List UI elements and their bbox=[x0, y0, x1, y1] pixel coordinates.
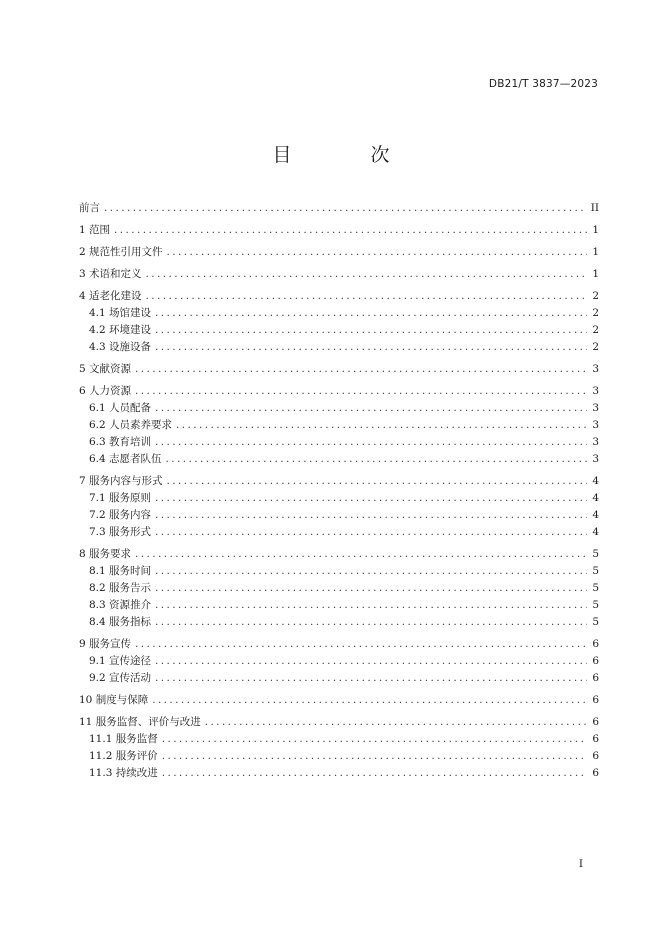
toc-entry-label: 8.2 服务告示 bbox=[89, 582, 152, 594]
toc-subentry[interactable] bbox=[79, 597, 599, 614]
toc-entry-page: 5 bbox=[592, 582, 599, 594]
toc-entry-page: 6 bbox=[592, 638, 599, 650]
toc-entry-label: 8.4 服务指标 bbox=[89, 616, 152, 628]
toc-entry-label: 11.3 持续改进 bbox=[89, 767, 158, 779]
toc-entry[interactable] bbox=[79, 383, 599, 400]
dot-leader bbox=[166, 451, 587, 468]
toc-entry-label: 9 服务宣传 bbox=[79, 638, 132, 650]
dot-leader bbox=[135, 383, 587, 400]
toc-entry-page: 5 bbox=[592, 616, 599, 628]
toc-entry-page: 5 bbox=[592, 599, 599, 611]
toc-entry-page: 6 bbox=[592, 694, 599, 706]
toc-entry-page: 4 bbox=[592, 509, 599, 521]
toc-entry-label: 8.1 服务时间 bbox=[89, 565, 152, 577]
dot-leader bbox=[152, 692, 587, 709]
toc-entry-label: 6.4 志愿者队伍 bbox=[89, 453, 162, 465]
toc-entry-label: 1 范围 bbox=[79, 224, 111, 236]
toc-entry-page: 5 bbox=[592, 565, 599, 577]
toc-subentry[interactable] bbox=[79, 451, 599, 468]
toc-entry[interactable] bbox=[79, 244, 599, 261]
document-code: DB21/T 3837—2023 bbox=[488, 78, 598, 90]
dot-leader bbox=[155, 507, 587, 524]
toc-entry-label: 4.1 场馆建设 bbox=[89, 307, 152, 319]
dot-leader bbox=[205, 714, 587, 731]
toc-entry-label: 2 规范性引用文件 bbox=[79, 246, 163, 258]
toc-entry-label: 11 服务监督、评价与改进 bbox=[79, 716, 201, 728]
dot-leader bbox=[162, 748, 587, 765]
toc-entry-label: 11.1 服务监督 bbox=[89, 733, 158, 745]
dot-leader bbox=[176, 417, 587, 434]
toc-entry-page: 2 bbox=[592, 307, 599, 319]
toc-entry-label: 8 服务要求 bbox=[79, 548, 132, 560]
toc-entry-page: 1 bbox=[592, 246, 599, 258]
dot-leader bbox=[135, 546, 587, 563]
dot-leader bbox=[135, 636, 587, 653]
page-number: I bbox=[578, 858, 583, 870]
dot-leader bbox=[155, 563, 587, 580]
toc-entry[interactable] bbox=[79, 288, 599, 305]
toc-entry-page: 6 bbox=[592, 750, 599, 762]
toc-subentry[interactable] bbox=[79, 417, 599, 434]
toc-entry-page: 6 bbox=[592, 733, 599, 745]
toc-entry-page: 4 bbox=[592, 526, 599, 538]
toc-entry[interactable] bbox=[79, 222, 599, 239]
toc-entry[interactable] bbox=[79, 714, 599, 731]
toc-entry-page: II bbox=[590, 202, 599, 214]
toc-entry-label: 前言 bbox=[79, 202, 100, 214]
toc-entry-label: 6 人力资源 bbox=[79, 385, 132, 397]
toc-entry-page: 2 bbox=[592, 324, 599, 336]
toc-subentry[interactable] bbox=[79, 765, 599, 782]
toc-entry-page: 5 bbox=[592, 548, 599, 560]
dot-leader bbox=[155, 305, 587, 322]
toc-entry-page: 3 bbox=[592, 453, 599, 465]
toc-entry-label: 3 术语和定义 bbox=[79, 268, 142, 280]
toc-entry-page: 4 bbox=[592, 475, 599, 487]
toc-entry-label: 7.2 服务内容 bbox=[89, 509, 152, 521]
toc-entry-label: 11.2 服务评价 bbox=[89, 750, 158, 762]
dot-leader bbox=[155, 614, 587, 631]
toc-entry-label: 4 适老化建设 bbox=[79, 290, 142, 302]
toc-subentry[interactable] bbox=[79, 580, 599, 597]
toc-entry-page: 6 bbox=[592, 655, 599, 667]
toc-subentry[interactable] bbox=[79, 339, 599, 356]
toc-entry-page: 1 bbox=[592, 224, 599, 236]
toc-entry[interactable] bbox=[79, 361, 599, 378]
toc-entry-label: 7 服务内容与形式 bbox=[79, 475, 163, 487]
dot-leader bbox=[155, 524, 587, 541]
toc-subentry[interactable] bbox=[79, 731, 599, 748]
dot-leader bbox=[155, 580, 587, 597]
dot-leader bbox=[162, 765, 587, 782]
toc-entry-page: 6 bbox=[592, 672, 599, 684]
toc-entry[interactable] bbox=[79, 636, 599, 653]
toc-entry-label: 7.3 服务形式 bbox=[89, 526, 152, 538]
toc-entry[interactable] bbox=[79, 200, 599, 217]
toc-entry-label: 4.2 环境建设 bbox=[89, 324, 152, 336]
toc-subentry[interactable] bbox=[79, 434, 599, 451]
toc-entry-page: 6 bbox=[592, 716, 599, 728]
toc-entry-page: 3 bbox=[592, 419, 599, 431]
toc-subentry[interactable] bbox=[79, 670, 599, 687]
dot-leader bbox=[114, 222, 587, 239]
toc-entry[interactable] bbox=[79, 266, 599, 283]
dot-leader bbox=[135, 361, 587, 378]
dot-leader bbox=[155, 400, 587, 417]
toc-entry-page: 2 bbox=[592, 341, 599, 353]
toc-entry-label: 6.2 人员素养要求 bbox=[89, 419, 173, 431]
toc-entry-label: 6.3 教育培训 bbox=[89, 436, 152, 448]
toc-subentry[interactable] bbox=[79, 563, 599, 580]
toc-subentry[interactable] bbox=[79, 400, 599, 417]
toc-subentry[interactable] bbox=[79, 524, 599, 541]
toc-entry-page: 3 bbox=[592, 363, 599, 375]
dot-leader bbox=[155, 339, 587, 356]
toc-entry-page: 6 bbox=[592, 767, 599, 779]
toc-entry-label: 6.1 人员配备 bbox=[89, 402, 152, 414]
dot-leader bbox=[162, 731, 587, 748]
toc-subentry[interactable] bbox=[79, 490, 599, 507]
dot-leader bbox=[104, 200, 587, 217]
toc-entry-page: 1 bbox=[592, 268, 599, 280]
toc-entry-label: 9.1 宣传途径 bbox=[89, 655, 152, 667]
toc-subentry[interactable] bbox=[79, 507, 599, 524]
toc-subentry[interactable] bbox=[79, 614, 599, 631]
toc-entry-page: 4 bbox=[592, 492, 599, 504]
toc-entry-label: 4.3 设施设备 bbox=[89, 341, 152, 353]
toc-entry-label: 8.3 资源推介 bbox=[89, 599, 152, 611]
toc-subentry[interactable] bbox=[79, 653, 599, 670]
dot-leader bbox=[167, 473, 587, 490]
toc-entry[interactable] bbox=[79, 473, 599, 490]
toc-entry-label: 10 制度与保障 bbox=[79, 694, 149, 706]
toc-entry-label: 7.1 服务原则 bbox=[89, 492, 152, 504]
toc-entry-label: 9.2 宣传活动 bbox=[89, 672, 152, 684]
dot-leader bbox=[155, 322, 587, 339]
toc-entry[interactable] bbox=[79, 546, 599, 563]
dot-leader bbox=[155, 434, 587, 451]
toc-title: 目 次 bbox=[272, 144, 420, 166]
dot-leader bbox=[155, 490, 587, 507]
dot-leader bbox=[146, 266, 587, 283]
dot-leader bbox=[155, 653, 587, 670]
toc-entry-page: 3 bbox=[592, 436, 599, 448]
toc-entry-page: 3 bbox=[592, 402, 599, 414]
dot-leader bbox=[155, 670, 587, 687]
toc-subentry[interactable] bbox=[79, 748, 599, 765]
toc-entry-page: 2 bbox=[592, 290, 599, 302]
toc-subentry[interactable] bbox=[79, 322, 599, 339]
toc-entry-page: 3 bbox=[592, 385, 599, 397]
dot-leader bbox=[167, 244, 587, 261]
table-of-contents bbox=[79, 200, 599, 782]
dot-leader bbox=[146, 288, 587, 305]
toc-entry-label: 5 文献资源 bbox=[79, 363, 132, 375]
dot-leader bbox=[155, 597, 587, 614]
toc-entry[interactable] bbox=[79, 692, 599, 709]
toc-subentry[interactable] bbox=[79, 305, 599, 322]
